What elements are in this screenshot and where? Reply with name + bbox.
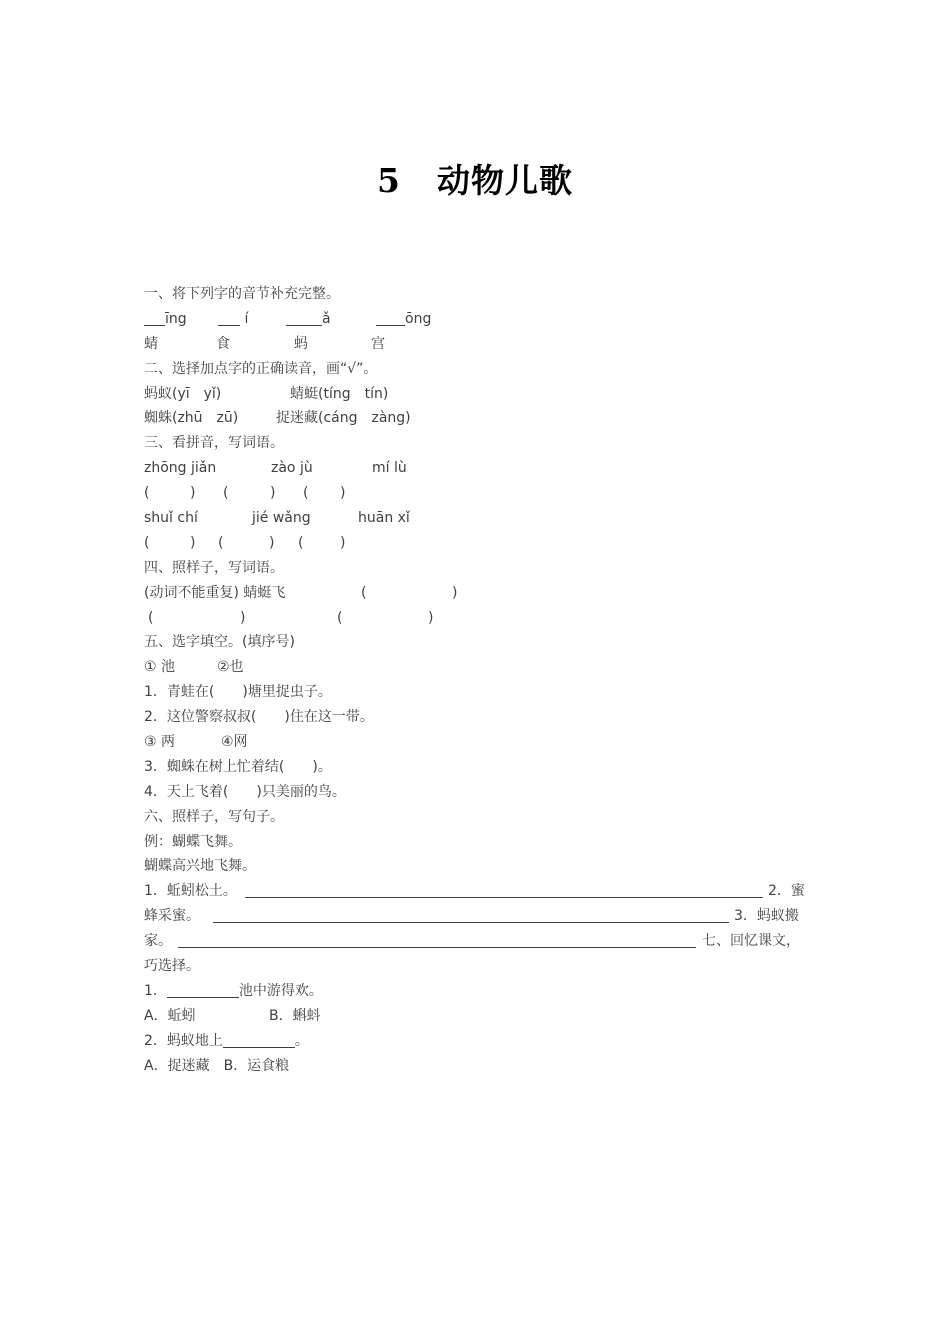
answer-paren-row-1 bbox=[144, 481, 809, 506]
pinyin-word-5: jié wǎng bbox=[252, 510, 311, 527]
blank-line[interactable] bbox=[144, 311, 165, 326]
pinyin-blank-4: ōng bbox=[376, 307, 431, 332]
paren-open: ( bbox=[303, 485, 309, 502]
answer-paren-row-2 bbox=[144, 531, 809, 556]
character-1: 蜻 bbox=[144, 335, 158, 352]
sentence-prompt-3-start: 3．蚂蚁搬 bbox=[734, 908, 799, 925]
pinyin-row-1 bbox=[144, 456, 809, 481]
answer-blank-line[interactable] bbox=[223, 1033, 295, 1048]
character-3: 蚂 bbox=[294, 335, 308, 352]
section-6-heading: 六、照样子，写句子。 bbox=[144, 808, 284, 825]
fill-question-3: 3．蜘蛛在树上忙着结( )。 bbox=[144, 758, 332, 775]
reading-choice-row-1 bbox=[144, 382, 809, 407]
word-example: (动词不能重复) 蜻蜓飞 bbox=[144, 584, 286, 601]
option-row-2 bbox=[144, 730, 809, 755]
recall-options-1 bbox=[144, 1004, 809, 1029]
sentence-line-3 bbox=[144, 929, 809, 954]
paren-open: ( bbox=[148, 609, 154, 626]
paren-open: ( bbox=[144, 485, 150, 502]
pinyin-word-6: huān xǐ bbox=[358, 510, 410, 527]
section-1-heading: 一、将下列字的音节补充完整。 bbox=[144, 286, 340, 302]
paren-close: ) bbox=[270, 485, 276, 502]
answer-blank-line[interactable] bbox=[178, 933, 696, 948]
pinyin-word-3: mí lù bbox=[372, 460, 407, 477]
blank-line[interactable] bbox=[376, 311, 405, 326]
option-a: A．蚯蚓 bbox=[144, 1007, 196, 1024]
pinyin-blank-2: í bbox=[218, 307, 248, 332]
word-example-row bbox=[144, 581, 809, 606]
reading-choice-1: 蚂蚁(yī yǐ) bbox=[144, 385, 222, 402]
pinyin-word-4: shuǐ chí bbox=[144, 510, 198, 527]
fill-question-1: 1．青蛙在( )塘里捉虫子。 bbox=[144, 684, 332, 701]
paren-close: ) bbox=[190, 485, 196, 502]
reading-choice-2: 蜻蜓(tíng tín) bbox=[290, 385, 389, 402]
pinyin-word-1: zhōng jiǎn bbox=[144, 460, 217, 477]
paren-close: ) bbox=[269, 534, 275, 551]
worksheet-content bbox=[144, 282, 809, 1079]
paren-close: ) bbox=[190, 534, 196, 551]
sentence-example-label: 例：蝴蝶飞舞。 bbox=[144, 833, 242, 850]
pinyin-row-2 bbox=[144, 506, 809, 531]
answer-blank-line[interactable] bbox=[167, 983, 239, 998]
paren-open: ( bbox=[218, 534, 224, 551]
lesson-title: 动物儿歌 bbox=[436, 161, 573, 200]
pinyin-blank-1: īng bbox=[144, 307, 187, 332]
section-4-heading: 四、照样子，写词语。 bbox=[144, 559, 284, 576]
sentence-prompt-2-start: 2．蜜 bbox=[768, 883, 805, 900]
option-row-1 bbox=[144, 655, 809, 680]
paren-open: ( bbox=[337, 609, 343, 626]
paren-close: ) bbox=[240, 609, 246, 626]
recall-options-2: A．捉迷藏 B．运食粮 bbox=[144, 1057, 290, 1074]
character-2: 食 bbox=[216, 335, 230, 352]
option-2: ②也 bbox=[217, 659, 244, 676]
fill-question-4: 4．天上飞着( )只美丽的鸟。 bbox=[144, 783, 346, 800]
option-b: B．蝌蚪 bbox=[269, 1007, 321, 1024]
paren-close: ) bbox=[340, 534, 346, 551]
pinyin-word-2: zào jù bbox=[271, 460, 313, 477]
recall-question-2: 2．蚂蚁地上 。 bbox=[144, 1032, 309, 1049]
paren-open: ( bbox=[144, 534, 150, 551]
lesson-number: 5 bbox=[377, 161, 401, 200]
fill-question-2: 2．这位警察叔叔( )住在这一带。 bbox=[144, 709, 374, 726]
reading-choice-4: 捉迷藏(cáng zàng) bbox=[276, 410, 411, 427]
sentence-example-answer: 蝴蝶高兴地飞舞。 bbox=[144, 858, 256, 875]
sentence-prompt-3-end: 家。 bbox=[144, 933, 172, 950]
sentence-line-2 bbox=[144, 904, 809, 929]
reading-choice-row-2 bbox=[144, 406, 809, 431]
paren-close: ) bbox=[340, 485, 346, 502]
character-row bbox=[144, 332, 809, 357]
sentence-prompt-1: 1．蚯蚓松土。 bbox=[144, 883, 237, 900]
paren-close: ) bbox=[452, 584, 458, 601]
reading-choice-3: 蜘蛛(zhū zū) bbox=[144, 410, 239, 427]
section-7-heading-end: 巧选择。 bbox=[144, 958, 200, 975]
option-1: ① 池 bbox=[144, 659, 176, 676]
option-4: ④网 bbox=[221, 734, 248, 751]
page-title bbox=[0, 155, 950, 202]
answer-blank-line[interactable] bbox=[213, 908, 729, 923]
sentence-prompt-2-end: 蜂采蜜。 bbox=[144, 908, 200, 925]
section-3-heading: 三、看拼音，写词语。 bbox=[144, 435, 284, 452]
section-7-heading-start: 七、回忆课文， bbox=[702, 933, 800, 950]
paren-open: ( bbox=[298, 534, 304, 551]
recall-question-1: 1． 池中游得欢。 bbox=[144, 982, 323, 999]
blank-line[interactable] bbox=[286, 311, 322, 326]
answer-blank-line[interactable] bbox=[245, 883, 763, 898]
sentence-line-1 bbox=[144, 879, 809, 904]
paren-close: ) bbox=[428, 609, 434, 626]
section-5-heading: 五、选字填空。(填序号) bbox=[144, 634, 295, 651]
paren-open: ( bbox=[223, 485, 229, 502]
section-2-heading: 二、选择加点字的正确读音，画“√”。 bbox=[144, 360, 378, 377]
pinyin-blank-3: ǎ bbox=[286, 307, 331, 332]
option-3: ③ 两 bbox=[144, 734, 176, 751]
word-answer-row bbox=[144, 606, 809, 631]
character-4: 宫 bbox=[371, 335, 385, 352]
blank-line[interactable] bbox=[218, 311, 240, 326]
pinyin-blank-row bbox=[144, 307, 809, 332]
paren-open: ( bbox=[361, 584, 367, 601]
